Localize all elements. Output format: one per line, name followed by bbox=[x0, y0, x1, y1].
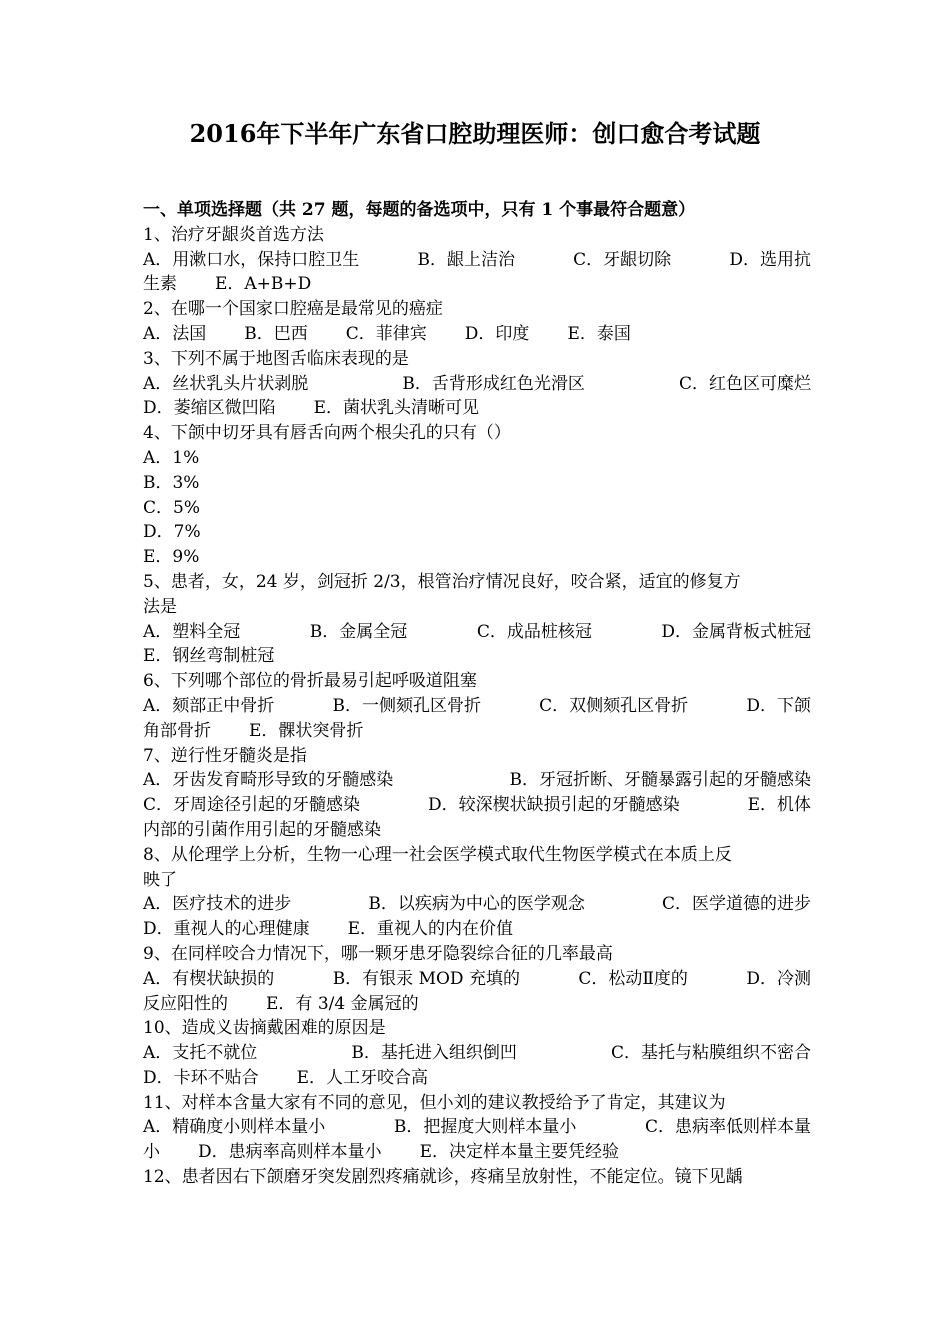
answer-option: A．塑料全冠 bbox=[143, 621, 241, 642]
option-line bbox=[143, 694, 811, 719]
question-stem: 12、患者因右下颌磨牙突发剧烈疼痛就诊，疼痛呈放射性，不能定位。镜下见龋 bbox=[143, 1167, 743, 1188]
answer-option: C．患病率低则样本量 bbox=[644, 1117, 811, 1138]
answer-option: E．决定样本量主要凭经验 bbox=[419, 1142, 620, 1163]
question-item bbox=[143, 297, 811, 347]
question-stem: 映了 bbox=[143, 869, 177, 890]
question-item bbox=[143, 223, 811, 297]
answer-option: A．用漱口水，保持口腔卫生 bbox=[143, 249, 360, 270]
answer-option: D．印度 bbox=[464, 323, 530, 344]
answer-option: E．机体 bbox=[747, 795, 811, 816]
question-item bbox=[143, 421, 811, 570]
question-stem: 9、在同样咬合力情况下，哪一颗牙患牙隐裂综合征的几率最高 bbox=[143, 943, 613, 964]
answer-option: C．菲律宾 bbox=[345, 323, 427, 344]
answer-option: B．牙冠折断、牙髓暴露引起的牙髓感染 bbox=[509, 770, 811, 791]
answer-option: 生素 bbox=[143, 274, 177, 295]
answer-option: B．以疾病为中心的医学观念 bbox=[368, 894, 585, 915]
question-stem: 10、造成义齿摘戴困难的原因是 bbox=[143, 1018, 386, 1039]
option-line bbox=[143, 1066, 811, 1091]
question-item bbox=[143, 669, 811, 743]
answer-option: B．基托进入组织倒凹 bbox=[351, 1043, 517, 1064]
answer-option: 角部骨折 bbox=[143, 720, 211, 741]
answer-option: E．钢丝弯制桩冠 bbox=[143, 646, 275, 667]
option-line bbox=[143, 496, 811, 521]
answer-option: B．有银汞 MOD 充填的 bbox=[332, 968, 520, 989]
question-item bbox=[143, 1165, 811, 1190]
option-line bbox=[143, 396, 811, 421]
answer-option: A．1% bbox=[143, 447, 200, 468]
option-line bbox=[143, 372, 811, 397]
answer-option: 小 bbox=[143, 1142, 160, 1163]
option-line bbox=[143, 719, 811, 744]
answer-option: B．一侧颏孔区骨折 bbox=[332, 695, 481, 716]
answer-option: D．患病率高则样本量小 bbox=[198, 1142, 382, 1163]
answer-option: E．泰国 bbox=[567, 323, 631, 344]
document-title: 2016年下半年广东省口腔助理医师：创口愈合考试题 bbox=[189, 119, 761, 148]
answer-option: C．基托与粘膜组织不密合 bbox=[610, 1043, 811, 1064]
answer-option: E．人工牙咬合高 bbox=[296, 1067, 429, 1088]
option-line bbox=[143, 520, 811, 545]
answer-option: D．卡环不贴合 bbox=[143, 1067, 259, 1088]
option-line bbox=[143, 471, 811, 496]
answer-option: D．金属背板式桩冠 bbox=[661, 621, 811, 642]
question-item bbox=[143, 843, 811, 942]
option-line bbox=[143, 644, 811, 669]
question-stem: 3、下列不属于地图舌临床表现的是 bbox=[143, 348, 409, 369]
question-list bbox=[143, 198, 811, 1190]
answer-option: A．精确度小则样本量小 bbox=[143, 1117, 326, 1138]
question-stem: 1、治疗牙龈炎首选方法 bbox=[143, 224, 324, 245]
answer-option: C．红色区可糜烂 bbox=[678, 373, 811, 394]
answer-option: A．支托不就位 bbox=[143, 1043, 258, 1064]
answer-option: 内部的引菌作用引起的牙髓感染 bbox=[143, 819, 381, 840]
answer-option: A．颏部正中骨折 bbox=[143, 695, 275, 716]
section-heading: 一、单项选择题（共 27 题，每题的备选项中，只有 1 个事最符合题意） bbox=[143, 200, 696, 220]
answer-option: A．法国 bbox=[143, 323, 207, 344]
answer-option: D．冷测 bbox=[746, 968, 811, 989]
option-line bbox=[143, 1041, 811, 1066]
question-item bbox=[143, 347, 811, 421]
answer-option: D．较深楔状缺损引起的牙髓感染 bbox=[427, 795, 680, 816]
answer-option: B．舌背形成红色光滑区 bbox=[402, 373, 585, 394]
option-line bbox=[143, 248, 811, 273]
option-line bbox=[143, 818, 811, 843]
answer-option: B．3% bbox=[143, 472, 200, 493]
question-item bbox=[143, 1091, 811, 1165]
option-line bbox=[143, 768, 811, 793]
answer-option: B．金属全冠 bbox=[309, 621, 408, 642]
option-line bbox=[143, 620, 811, 645]
answer-option: B．巴西 bbox=[244, 323, 308, 344]
answer-option: D．重视人的心理健康 bbox=[143, 919, 310, 940]
answer-option: A．医疗技术的进步 bbox=[143, 894, 292, 915]
option-line bbox=[143, 446, 811, 471]
question-stem: 4、下颌中切牙具有唇舌向两个根尖孔的只有（） bbox=[143, 423, 511, 444]
answer-option: A．丝状乳头片状剥脱 bbox=[143, 373, 309, 394]
question-stem: 2、在哪一个国家口腔癌是最常见的癌症 bbox=[143, 299, 443, 320]
question-item bbox=[143, 744, 811, 843]
answer-option: C．牙龈切除 bbox=[573, 249, 672, 270]
answer-option: C．医学道德的进步 bbox=[661, 894, 811, 915]
question-stem: 8、从伦理学上分析，生物一心理一社会医学模式取代生物医学模式在本质上反 bbox=[143, 844, 732, 865]
question-stem: 6、下列哪个部位的骨折最易引起呼吸道阻塞 bbox=[143, 671, 477, 692]
option-line bbox=[143, 545, 811, 570]
answer-option: B．把握度大则样本量小 bbox=[393, 1117, 577, 1138]
answer-option: C．成品桩核冠 bbox=[476, 621, 592, 642]
answer-option: C．双侧颏孔区骨折 bbox=[539, 695, 689, 716]
option-line bbox=[143, 1115, 811, 1140]
option-line bbox=[143, 793, 811, 818]
question-stem: 5、患者，女，24 岁，剑冠折 2/3，根管治疗情况良好，咬合紧，适宜的修复方 bbox=[143, 571, 741, 592]
answer-option: E．有 3/4 金属冠的 bbox=[266, 993, 419, 1014]
answer-option: E．菌状乳头清晰可见 bbox=[313, 398, 480, 419]
answer-option: E．重视人的内在价值 bbox=[347, 919, 514, 940]
option-line bbox=[143, 1140, 811, 1165]
question-item bbox=[143, 570, 811, 669]
option-line bbox=[143, 917, 811, 942]
option-line bbox=[143, 272, 811, 297]
answer-option: 反应阳性的 bbox=[143, 993, 228, 1014]
answer-option: A．有楔状缺损的 bbox=[143, 968, 275, 989]
option-line bbox=[143, 892, 811, 917]
answer-option: C．5% bbox=[143, 497, 200, 518]
option-line bbox=[143, 322, 811, 347]
option-line bbox=[143, 992, 811, 1017]
answer-option: D．下颌 bbox=[746, 695, 811, 716]
answer-option: D．选用抗 bbox=[729, 249, 811, 270]
question-stem: 7、逆行性牙髓炎是指 bbox=[143, 745, 307, 766]
answer-option: E．9% bbox=[143, 547, 200, 568]
question-stem: 11、对样本含量大家有不同的意见，但小刘的建议教授给予了肯定，其建议为 bbox=[143, 1092, 726, 1113]
answer-option: D．7% bbox=[143, 522, 201, 543]
option-line bbox=[143, 967, 811, 992]
answer-option: A．牙齿发育畸形导致的牙髓感染 bbox=[143, 770, 394, 791]
answer-option: C．松动Ⅱ度的 bbox=[578, 968, 688, 989]
question-item bbox=[143, 1016, 811, 1090]
question-item bbox=[143, 942, 811, 1016]
answer-option: E．髁状突骨折 bbox=[249, 720, 364, 741]
answer-option: D．萎缩区微凹陷 bbox=[143, 398, 276, 419]
answer-option: E．A+B+D bbox=[215, 274, 312, 295]
answer-option: B．龈上洁治 bbox=[417, 249, 515, 270]
question-stem: 法是 bbox=[143, 596, 177, 617]
answer-option: C．牙周途径引起的牙髓感染 bbox=[143, 795, 361, 816]
